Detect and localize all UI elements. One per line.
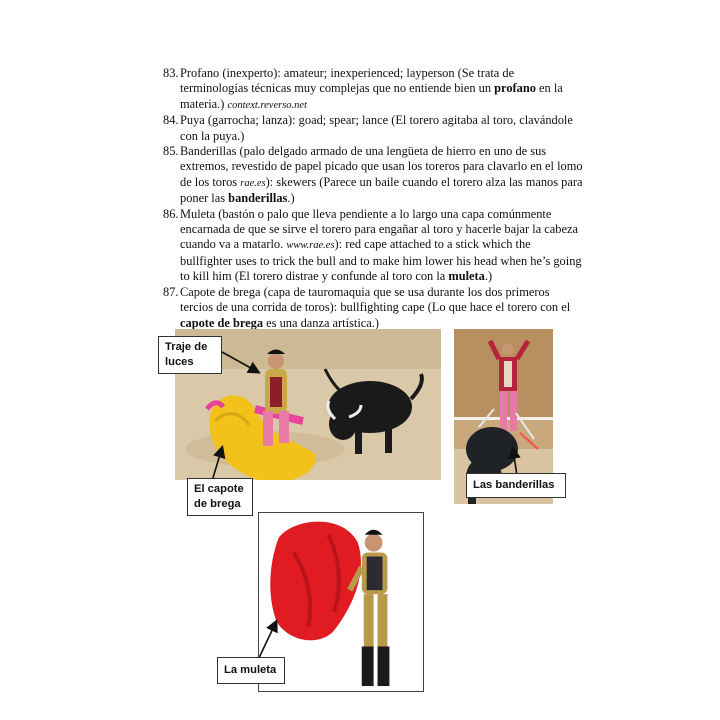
entry-text: Profano (inexperto): amateur; inexperienced; layperson (Se trata de terminologías técnicas muy complejas que no entiende bien un — [180, 66, 515, 96]
glossary-entry — [163, 285, 583, 331]
entry-text: ): skewers (Parece un baile cuando el torero alza las manos para poner las — [180, 174, 583, 206]
entry-text: Banderillas (palo delgado armado de una lengüeta de hierro en uno de sus extremos, revestido de papel picado que usan los toreros para clavarlo en el lomo de los toros — [180, 144, 583, 189]
glossary-entry — [163, 113, 583, 144]
entry-text: Puya (garrocha; lanza): goad; spear; lance (El torero agitaba al toro, clavándole con la puya.) — [180, 113, 573, 143]
entry-number: 87. — [163, 284, 179, 299]
bold-term: capote de brega — [180, 315, 264, 330]
bold-term: muleta — [448, 269, 485, 284]
glossary-entry — [163, 66, 583, 113]
entry-number: 83. — [163, 66, 179, 80]
entry-text: en la materia.) — [180, 81, 563, 111]
label-line: La muleta — [224, 664, 277, 676]
glossary-entry — [163, 207, 583, 285]
entry-text: ): red cape attached to a stick which the bullfighter uses to trick the bull and to make him lower his head when he’s going to kill him (El torero distrae y confunde al toro con la — [180, 237, 582, 284]
label-traje-de-luces — [158, 336, 222, 374]
label-line: Traje de — [165, 341, 208, 353]
label-capote-de-brega — [187, 478, 253, 516]
label-line: Las banderillas — [473, 479, 555, 491]
label-muleta — [217, 657, 285, 684]
source-citation: rae.es — [240, 177, 266, 189]
entry-text: Muleta (bastón o palo que lleva pendiente a lo largo una capa comúnmente encarnada de que se sirve el torero para engañar al toro y hacerle bajar la cabeza cuando va a matarlo. — [180, 206, 578, 252]
label-banderillas — [466, 473, 566, 498]
source-citation: context.reverso.net — [227, 99, 307, 111]
entry-text: .) — [287, 191, 295, 206]
entry-number: 85. — [163, 144, 179, 159]
bold-term: profano — [494, 81, 536, 96]
entry-text: .) — [484, 269, 493, 284]
entry-number: 86. — [163, 206, 179, 221]
entry-number: 84. — [163, 113, 179, 128]
bold-term: banderillas — [228, 191, 288, 206]
label-line: luces — [165, 356, 194, 368]
glossary-entry — [163, 144, 583, 207]
entry-text: Capote de brega (capa de tauromaquia que se usa durante los dos primeros tercios de una corrida de toros): bullfighting cape (Lo que hace el torero con el — [180, 284, 571, 315]
label-line: El capote — [194, 483, 244, 495]
label-line: de brega — [194, 498, 241, 510]
entry-text: es una danza artística.) — [263, 315, 379, 330]
glossary-list — [163, 66, 583, 331]
source-citation: www.rae.es — [286, 240, 335, 252]
